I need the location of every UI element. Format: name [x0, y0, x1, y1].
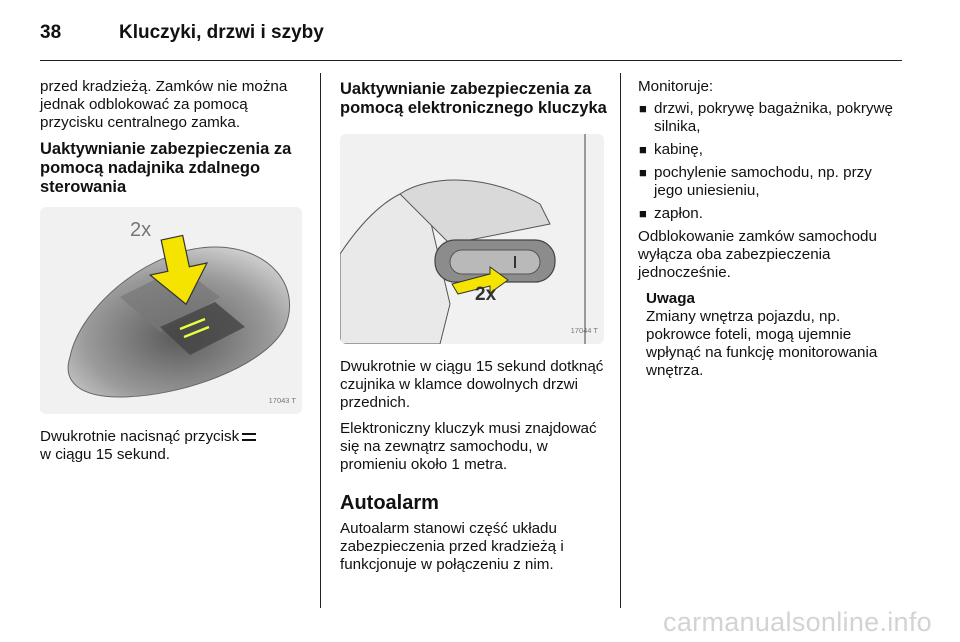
column-3 — [638, 78, 902, 380]
bullet-icon: ■ — [639, 165, 647, 180]
watermark: carmanualsonline.info — [663, 607, 932, 637]
caption-remote — [40, 428, 308, 464]
section-heading-remote: Uaktywnianie zabezpieczenia za pomocą nadajnika zdalnego sterowania — [40, 140, 292, 196]
remote-key-illustration — [40, 207, 302, 414]
bullet-icon: ■ — [639, 206, 647, 221]
paragraph-touch-sensor: Dwukrotnie w ciągu 15 sekund dotknąć czujnika w klamce dowolnych drzwi przednich. — [340, 358, 604, 411]
bullet-icon: ■ — [639, 142, 647, 157]
caption-remote-text: Dwukrotnie nacisnąć przycisk — [40, 428, 240, 445]
note-box — [646, 290, 902, 380]
door-handle-illustration — [340, 134, 604, 344]
column-divider-1 — [320, 73, 321, 608]
column-divider-2 — [620, 73, 621, 608]
monitoring-lead: Monitoruje: — [638, 78, 714, 95]
page-number: 38 — [40, 22, 62, 43]
figure-label-2x: 2x — [130, 219, 152, 241]
figure-code: 17044 T — [570, 326, 598, 335]
list-item: ■ kabinę, — [639, 141, 703, 158]
figure-remote-key — [40, 207, 302, 414]
paragraph-autoalarm: Autoalarm stanowi część układu zabezpieczenia przed kradzieżą i funkcjonuje w połączeniu z nim. — [340, 520, 564, 573]
list-item: ■ drzwi, pokrywę bagażnika, pokrywę silnika, — [639, 100, 893, 135]
lock-button-icon — [242, 433, 256, 441]
bullet-icon: ■ — [639, 101, 647, 116]
list-item: ■ pochylenie samochodu, np. przy jego uniesieniu, — [639, 164, 872, 199]
paragraph-unlock: Odblokowanie zamków samochodu wyłącza oba zabezpieczenia jednocześnie. — [638, 228, 877, 281]
paragraph-key-location: Elektroniczny kluczyk musi znajdować się na zewnątrz samochodu, w promieniu około 1 metra. — [340, 420, 597, 473]
page-title: Kluczyki, drzwi i szyby — [119, 22, 324, 43]
figure-label-2x: 2x — [475, 284, 497, 305]
section-heading-electronic-key: Uaktywnianie zabezpieczenia za pomocą elektronicznego kluczyka — [340, 80, 607, 117]
header-rule — [40, 60, 902, 61]
column-1 — [40, 78, 308, 472]
section-title-autoalarm: Autoalarm — [340, 492, 439, 514]
intro-paragraph: przed kradzieżą. Zamków nie można jednak odblokować za pomocą przycisku centralnego zamka. — [40, 78, 288, 131]
note-title: Uwaga — [646, 290, 695, 307]
monitoring-list — [638, 100, 902, 223]
column-2 — [340, 78, 608, 582]
caption-remote-end: w ciągu 15 sekund. — [40, 446, 171, 463]
list-item: ■ zapłon. — [639, 205, 703, 222]
figure-door-handle — [340, 134, 604, 344]
figure-code: 17043 T — [268, 396, 296, 405]
note-text: Zmiany wnętrza pojazdu, np. pokrowce foteli, mogą ujemnie wpłynąć na funkcję monitorowania wnętrza. — [646, 308, 878, 379]
